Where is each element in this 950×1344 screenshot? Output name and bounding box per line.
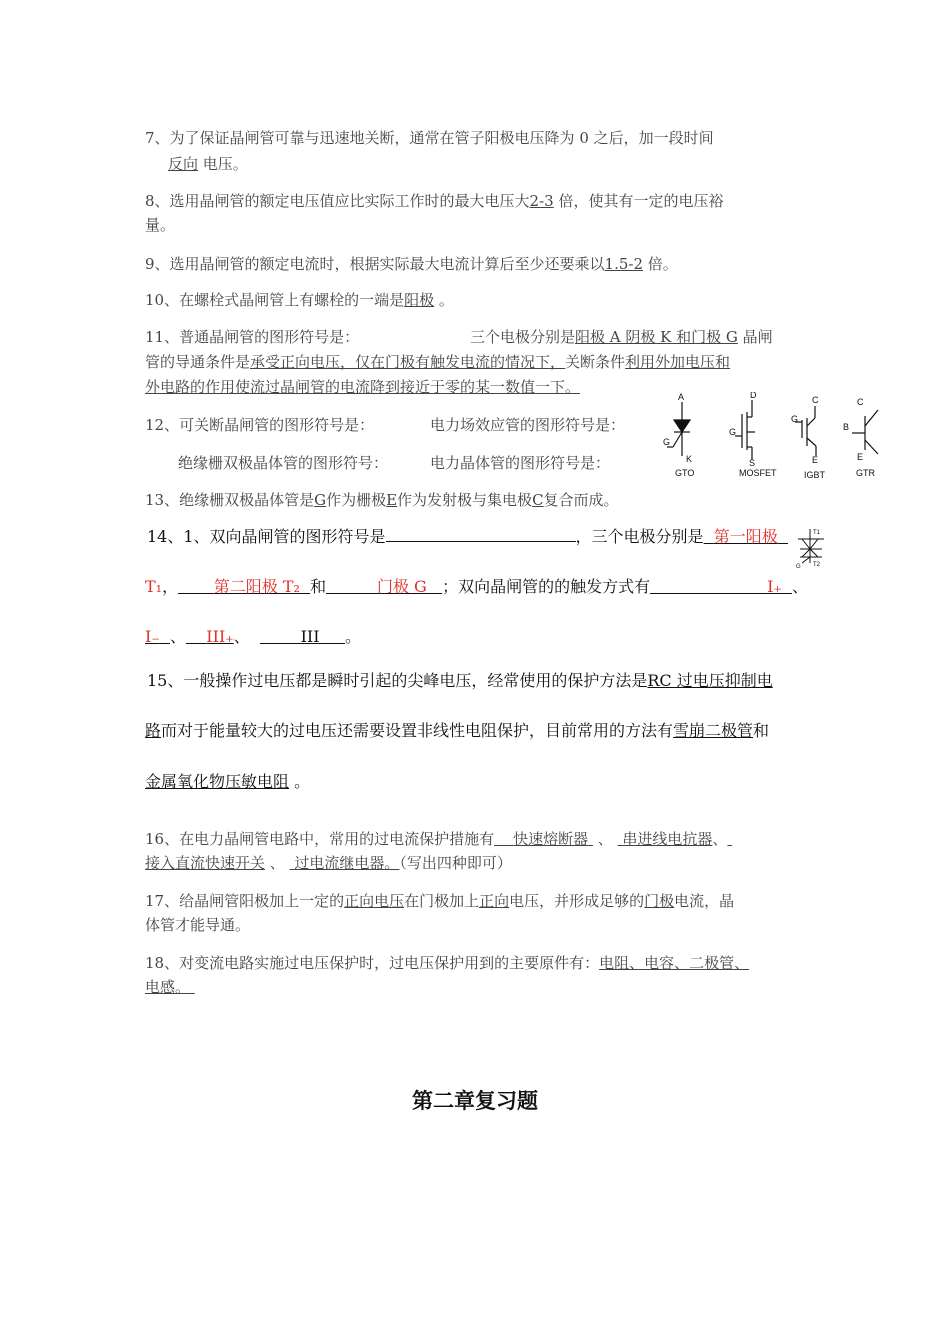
q17-answer2: 正向 [479, 892, 510, 910]
q12-gtr-label: 电力晶体管的图形符号是： [430, 454, 611, 472]
q15-text2: 而对于能量较大的过电压还需要设置非线性电阻保护，目前常用的方法有 [161, 721, 674, 740]
q11-tail: 晶闸 [742, 328, 773, 346]
q8-text: 8、选用晶闸管的额定电压值应比实际工作时的最大电压大 [145, 192, 530, 210]
q16-answer3: 接入直流快速开关 [145, 854, 266, 872]
sep: 、 [792, 577, 809, 596]
q14-and: 和 [310, 577, 327, 596]
q18-answer-cont: 电感。 [145, 978, 191, 996]
q16-line2 [145, 852, 512, 874]
sep: 、 [169, 627, 186, 646]
gtr-b-label: B [843, 422, 850, 432]
q14-line2 [145, 576, 808, 598]
q7-tail: 电压。 [202, 155, 248, 173]
q15-line2 [145, 720, 769, 742]
q13-emitter-label: 作为发射极与集电极 [397, 491, 533, 509]
q11-off-label: 关断条件 [565, 353, 626, 371]
sep: 、 [712, 830, 728, 848]
q7-answer: 反向 [168, 155, 199, 173]
q14-t1-answer: 第一阳极 [713, 527, 778, 546]
q8-end: 量。 [145, 216, 176, 234]
q9-tail: 倍。 [647, 255, 678, 273]
q14-mode1: I₊ [767, 577, 782, 596]
q8-line1 [145, 190, 724, 212]
q18-answer: 电阻、电容、二极管、 [599, 954, 750, 972]
q17-text3: 电压，并形成足够的 [509, 892, 645, 910]
q7-text: 7、为了保证晶闸管可靠与迅速地关断，通常在管子阳极电压降为 0 之后，加一段时间 [145, 129, 714, 147]
mosfet-symbol [735, 400, 755, 460]
q17-answer1: 正向电压 [344, 892, 405, 910]
sep: 、 [269, 854, 285, 872]
q9-answer: 1.5-2 [604, 255, 644, 273]
q12-line1b [430, 414, 625, 436]
triac-symbol [794, 527, 830, 569]
mosfet-d-label: D [750, 392, 757, 400]
q8-answer: 2-3 [529, 192, 554, 210]
q17-end: 体管才能导通。 [145, 916, 251, 934]
q13-line [145, 489, 619, 511]
gto-symbol [667, 402, 690, 456]
q11-line3 [145, 376, 580, 398]
q13-text: 13、绝缘栅双极晶体管是 [145, 491, 315, 509]
q8-line2 [145, 214, 175, 236]
q15-tail: 。 [294, 772, 311, 791]
q10-answer: 阳极 [404, 291, 435, 309]
q11-off-answer-cont: 外电路的作用使流过晶闸管的电流降到接近于零的某一数值一下。 [145, 378, 581, 396]
q15-line3 [145, 771, 310, 793]
q11-cond-answer: 承受正向电压，仅在门极有触发电流的情况下， [250, 353, 566, 371]
q7-line1 [145, 127, 714, 149]
q14-blank [386, 527, 576, 542]
q18-line1 [145, 952, 749, 974]
q14-t2-answer: 第二阳极 T₂ [213, 577, 300, 596]
q17-answer3: 门极 [644, 892, 675, 910]
chapter-title: 第二章复习题 [412, 1089, 538, 1113]
gtr-e-label: E [857, 452, 864, 462]
semiconductor-symbols [655, 392, 880, 484]
q12-igbt-label: 绝缘栅双极晶体管的图形符号： [178, 454, 389, 472]
q13-tail: 复合而成。 [543, 491, 619, 509]
q14-line3 [145, 626, 361, 648]
q17-text4: 电流，晶 [674, 892, 735, 910]
q11-line2 [145, 351, 730, 373]
q13-c-answer: C [532, 491, 544, 509]
gto-g-label: G [663, 437, 671, 447]
q12-line2 [178, 452, 388, 474]
q14-mode3: III₊ [206, 627, 234, 646]
gto-name: GTO [675, 468, 695, 478]
triac-g-label: G [796, 564, 801, 569]
mosfet-g-label: G [729, 427, 737, 437]
q9-text: 9、选用晶闸管的额定电流时，根据实际最大电流计算后至少还要乘以 [145, 255, 605, 273]
q12-line1 [145, 414, 374, 436]
q12-line2b [430, 452, 610, 474]
period: 。 [344, 627, 361, 646]
sep: 、 [597, 830, 613, 848]
q18-text: 18、对变流电路实施过电压保护时，过电压保护用到的主要原件有： [145, 954, 600, 972]
q12-mosfet-label: 电力场效应管的图形符号是： [430, 416, 626, 434]
q15-rc-answer: RC 过电压抑制电 [647, 671, 773, 690]
gto-k-label: K [686, 454, 693, 464]
q11-text: 11、普通晶闸管的图形符号是： [145, 328, 360, 346]
gtr-name: GTR [856, 468, 875, 478]
igbt-symbol [795, 406, 816, 456]
q17-line1 [145, 890, 734, 912]
igbt-g-label: G [791, 414, 799, 424]
igbt-name: IGBT [804, 470, 826, 480]
q11-off-answer: 利用外加电压和 [625, 353, 731, 371]
comma: ， [162, 577, 179, 596]
q14-trigger-label: ；双向晶闸管的的触发方式有 [442, 577, 651, 596]
q15-rc-answer-cont: 路 [145, 721, 162, 740]
triac-t2-label: T2 [813, 562, 821, 568]
q16-answer4: 过电流继电器。 [294, 854, 400, 872]
q11-electrodes-label: 三个电极分别是 [470, 328, 576, 346]
q17-text: 17、给晶闸管阳极加上一定的 [145, 892, 345, 910]
q16-answer1: 快速熔断器 [513, 830, 589, 848]
q9-line [145, 253, 678, 275]
q15-and: 和 [753, 721, 770, 740]
q10-tail: 。 [438, 291, 454, 309]
q15-avalanche-answer: 雪崩二极管 [673, 721, 754, 740]
igbt-e-label: E [812, 455, 819, 465]
triac-t1-label: T1 [813, 530, 821, 536]
q11-line1 [145, 326, 359, 348]
q10-line [145, 289, 454, 311]
q8-tail: 倍，使其有一定的电压裕 [558, 192, 724, 210]
q17-line2 [145, 914, 250, 936]
gto-a-label: A [678, 392, 685, 402]
q11-cond-label: 管的导通条件是 [145, 353, 251, 371]
sep: 、 [233, 627, 250, 646]
gtr-symbol [852, 410, 878, 454]
q16-answer2: 串进线电抗器 [622, 830, 713, 848]
q18-line2 [145, 976, 195, 998]
q15-line1 [147, 670, 773, 692]
q11-electrodes-answer: 阳极 A 阴极 K 和门极 G [575, 328, 738, 346]
q13-gate-label: 作为栅极 [326, 491, 387, 509]
q14-g-answer: 门极 G [376, 577, 427, 596]
mosfet-s-label: S [749, 458, 756, 468]
q16-text: 16、在电力晶闸管电路中，常用的过电流保护措施有 [145, 830, 495, 848]
q11-line1b [470, 326, 773, 348]
q13-e-answer: E [386, 491, 398, 509]
q16-line1 [145, 828, 732, 850]
q10-text: 10、在螺栓式晶闸管上有螺栓的一端是 [145, 291, 405, 309]
q15-text: 15、一般操作过电压都是瞬时引起的尖峰电压，经常使用的保护方法是 [147, 671, 648, 690]
mosfet-name: MOSFET [739, 468, 777, 478]
q15-mov-answer: 金属氧化物压敏电阻 [145, 772, 290, 791]
igbt-c-label: C [812, 395, 819, 405]
q12-gto-label: 12、可关断晶闸管的图形符号是： [145, 416, 375, 434]
q14-t1-sub: T₁ [145, 577, 163, 596]
q14-text: 14、1、双向晶闸管的图形符号是 [147, 527, 386, 546]
q17-text2: 在门极加上 [404, 892, 480, 910]
q14-mode2: I₋ [145, 627, 160, 646]
q16-note: （写出四种即可） [399, 854, 512, 872]
q14-electrodes-label: ，三个电极分别是 [575, 527, 704, 546]
q13-g-answer: G [314, 491, 327, 509]
gtr-c-label: C [857, 397, 864, 407]
q14-mode4: III [300, 627, 320, 646]
q14-line1 [147, 526, 788, 548]
q7-line2 [168, 153, 248, 175]
